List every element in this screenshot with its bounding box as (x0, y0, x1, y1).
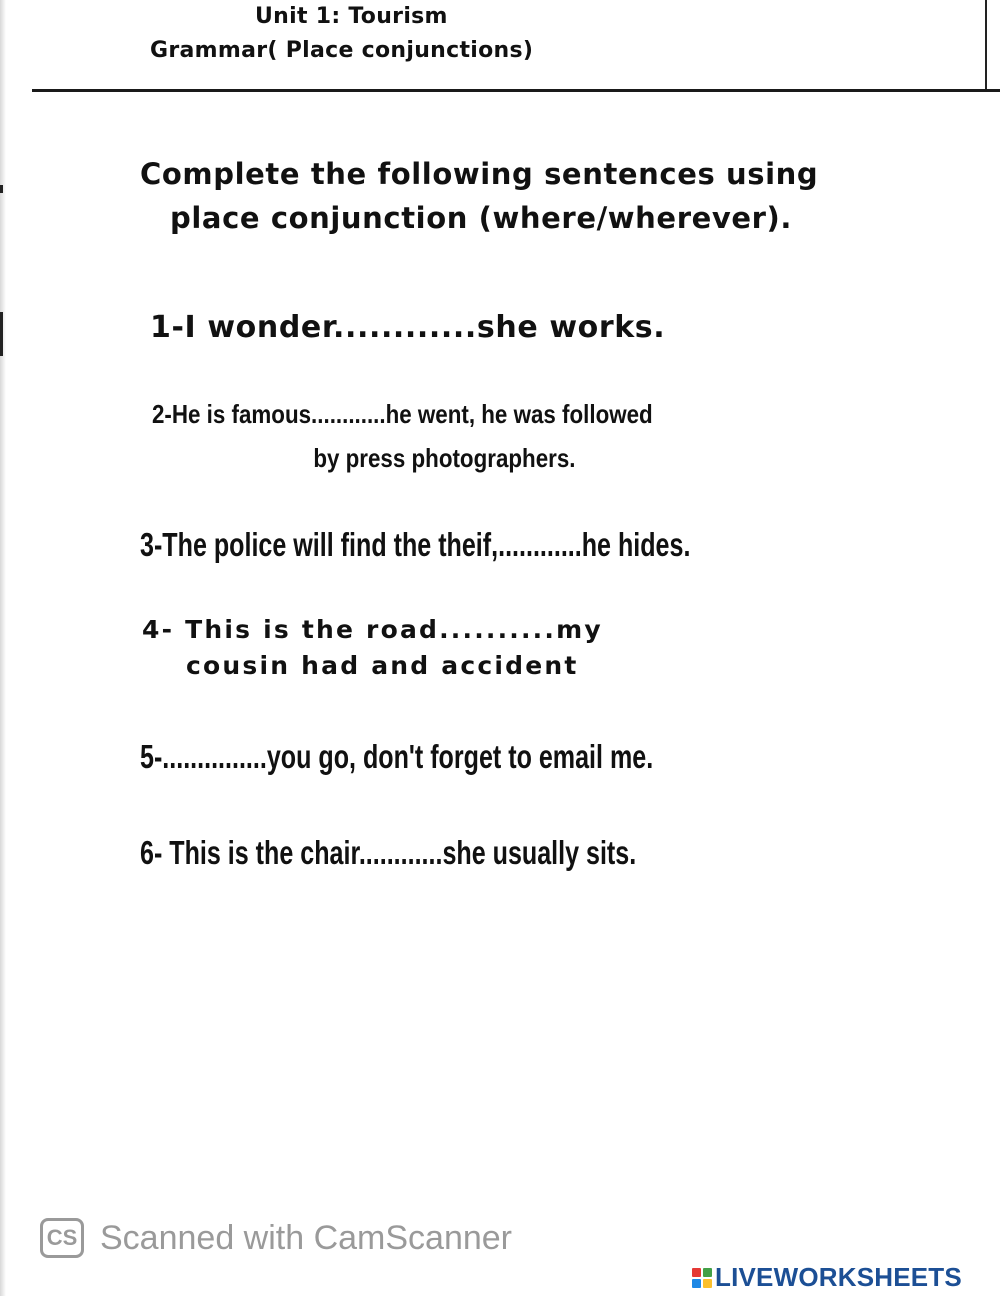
question-4 (142, 612, 762, 684)
scan-edge-mark (0, 185, 3, 193)
instruction-text (140, 152, 860, 240)
question-2-text: 2-He is famous............he went, he was followed (152, 399, 653, 429)
camscanner-logo-icon: CS (40, 1218, 84, 1258)
header-divider (32, 89, 1000, 92)
question-3-text: 3-The police will find the theif,............he hides. (140, 526, 691, 563)
question-2-text-line-2: by press photographers. (313, 443, 576, 473)
liveworksheets-logo[interactable] (692, 1262, 962, 1293)
question-5 (140, 738, 653, 776)
liveworksheets-brand-text: LIVEWORKSHEETS (715, 1262, 962, 1292)
question-6-text: 6- This is the chair............she usually sits. (140, 834, 637, 871)
question-4-text: 4- This is the road..........my (142, 615, 603, 644)
unit-title: Unit 1: Tourism (255, 4, 448, 29)
logo-square (703, 1279, 712, 1288)
question-1-text: 1-I wonder............she works. (150, 310, 666, 345)
logo-square (692, 1268, 701, 1277)
question-2 (152, 392, 702, 480)
grammar-title: Grammar( Place conjunctions) (150, 38, 534, 63)
logo-square (703, 1268, 712, 1277)
question-3 (140, 526, 690, 564)
logo-square (692, 1279, 701, 1288)
liveworksheets-squares-icon (692, 1268, 712, 1288)
question-1 (150, 310, 665, 345)
camscanner-watermark: Scanned with CamScanner (100, 1219, 513, 1257)
instruction-line-1: Complete the following sentences using (140, 157, 819, 191)
scan-edge-mark (0, 312, 3, 356)
scan-page-edge (0, 0, 6, 1296)
instruction-line-2: place conjunction (where/wherever). (170, 201, 793, 235)
question-4-text-line-2: cousin had and accident (186, 651, 579, 680)
question-5-text: 5-...............you go, don't forget to email me. (140, 738, 654, 775)
header-vertical-rule (985, 0, 987, 90)
question-6 (140, 834, 636, 872)
